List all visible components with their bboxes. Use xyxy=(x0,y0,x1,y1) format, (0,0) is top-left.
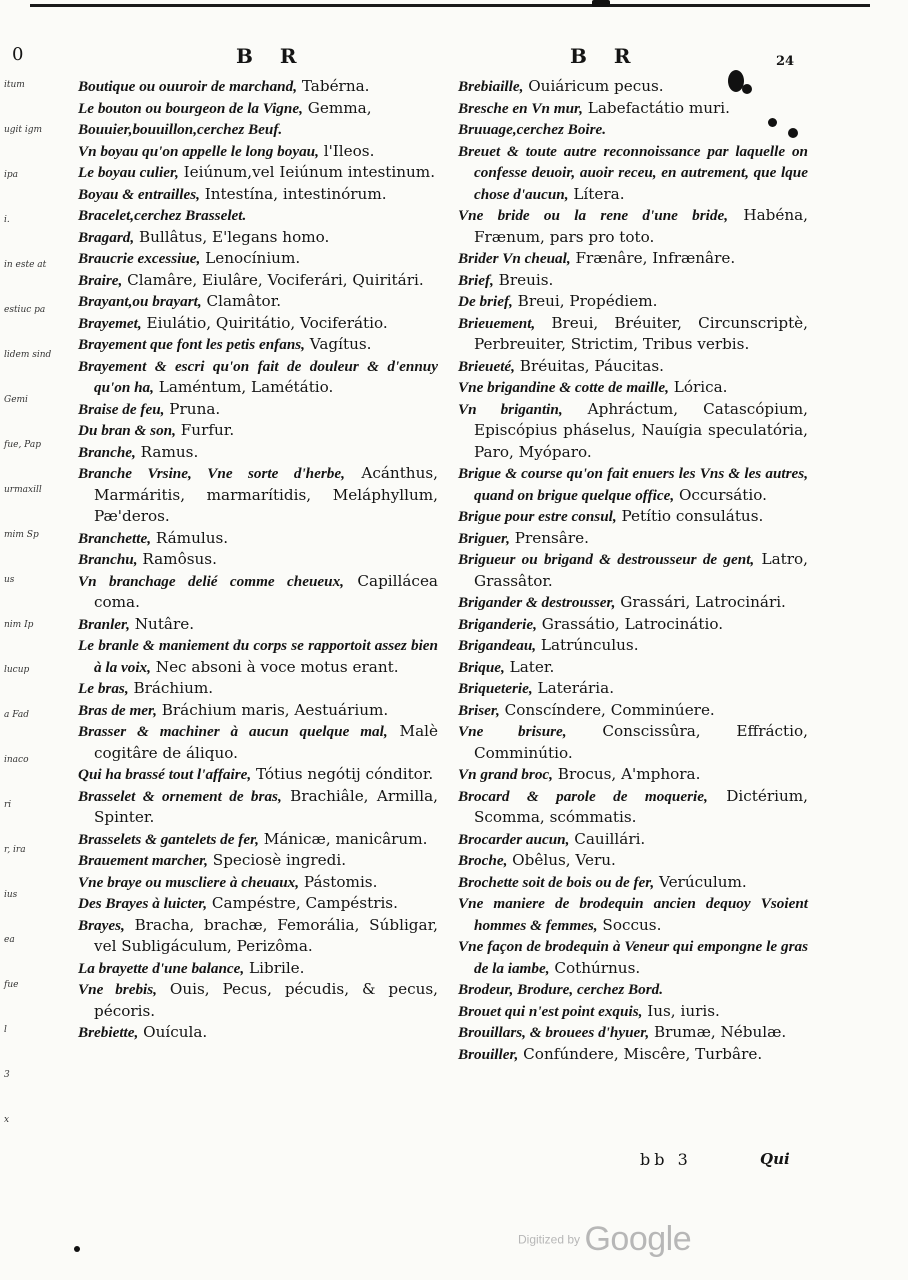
entry-headword: Boutique ou ouuroir de marchand, xyxy=(78,78,298,95)
entry-headword: Vne bride ou la rene d'une bride, xyxy=(458,207,729,224)
entry-headword: Brigue & course qu'on fait enuers les Vns & les autres, quand on brigue quelque office, xyxy=(458,465,808,504)
entry-latin: Bráchium. xyxy=(128,679,214,697)
top-rule xyxy=(30,4,870,7)
dictionary-entry xyxy=(78,549,438,571)
entry-latin: Rámulus. xyxy=(151,528,229,547)
entry-headword: Du bran & son, xyxy=(78,422,176,439)
entry-headword: Brief, xyxy=(458,271,494,289)
entry-headword: Braucrie excessiue, xyxy=(78,250,201,267)
entry-headword: Vne brebis, xyxy=(78,981,157,998)
margin-fragment: mim Sp xyxy=(4,530,39,540)
entry-latin: Speciosè ingredi. xyxy=(207,851,347,869)
entry-latin: Verúculum. xyxy=(654,872,747,891)
dictionary-entry xyxy=(78,356,438,399)
entry-latin: Pruna. xyxy=(164,399,221,418)
dictionary-entry xyxy=(458,549,808,592)
margin-fragment: us xyxy=(4,575,15,585)
margin-fragment: ea xyxy=(4,935,15,945)
digitized-watermark xyxy=(518,1220,691,1259)
entry-latin: Nutâre. xyxy=(129,614,195,633)
dictionary-entry xyxy=(458,399,808,464)
entry-latin: Bráchium maris, Aestuárium. xyxy=(156,700,389,719)
entry-latin: Ramôsus. xyxy=(137,550,217,568)
entry-headword: Bragard, xyxy=(78,228,135,246)
entry-latin: Confúndere, Miscêre, Turbâre. xyxy=(518,1044,763,1063)
entry-headword: Bracelet,cerchez Brasselet. xyxy=(78,207,247,224)
margin-fragment: ugit igm xyxy=(4,125,43,135)
entry-headword: Brieueté, xyxy=(458,357,515,375)
dictionary-entry xyxy=(458,657,808,679)
entry-headword: Briqueterie, xyxy=(458,680,533,697)
entry-headword: Branchu, xyxy=(78,551,138,568)
dictionary-entry xyxy=(458,936,808,979)
dictionary-entry xyxy=(78,141,438,163)
margin-fragment: fue xyxy=(4,980,19,990)
dictionary-entry xyxy=(78,227,438,249)
entry-latin: Eiulátio, Quiritátio, Vociferátio. xyxy=(141,313,388,332)
dictionary-entry xyxy=(458,205,808,248)
entry-latin: Ouis, Pecus, pécudis, & pecus, pécoris. xyxy=(94,980,438,1020)
dictionary-entry xyxy=(78,248,438,270)
entry-headword: Brayement & escri qu'on fait de douleur & d'ennuy qu'on ha, xyxy=(78,357,438,396)
dictionary-entry xyxy=(78,313,438,335)
entry-headword: Brigander & destrousser, xyxy=(458,594,616,611)
margin-fragment: itum xyxy=(4,80,25,90)
dictionary-entry xyxy=(458,98,808,120)
dictionary-entry xyxy=(458,700,808,722)
entry-headword: Bresche en Vn mur, xyxy=(458,99,583,117)
dictionary-entry xyxy=(78,979,438,1022)
entry-latin: Latrúnculus. xyxy=(536,636,639,654)
entry-headword: Brieuement, xyxy=(458,314,536,332)
entry-headword: Briser, xyxy=(458,701,500,719)
entry-latin: Brocus, A'mphora. xyxy=(552,765,701,783)
margin-fragment: x xyxy=(4,1115,10,1125)
entry-headword: Bruuage,cerchez Boire. xyxy=(458,121,607,138)
entry-latin: Cothúrnus. xyxy=(549,958,641,977)
entry-latin: Breui, Bréuiter, Circunscriptè, Perbreuiter, Strictim, Tribus verbis. xyxy=(474,313,808,353)
ink-blot xyxy=(768,118,777,127)
entry-latin: Latro, Grassâtor. xyxy=(474,550,808,590)
entry-headword: Brebiaille, xyxy=(458,78,524,95)
entry-headword: Briguer, xyxy=(458,529,510,547)
entry-headword: Bras de mer, xyxy=(78,701,157,719)
entry-headword: Branchette, xyxy=(78,529,151,547)
entry-latin: Petítio consulátus. xyxy=(616,507,764,525)
dictionary-entry xyxy=(78,829,438,851)
entry-latin: Habéna, Frænum, pars pro toto. xyxy=(474,206,808,246)
dictionary-entry xyxy=(458,979,808,1001)
entry-latin: Gemma, xyxy=(302,98,372,117)
entry-latin: Bullâtus, E'legans homo. xyxy=(134,227,330,246)
dictionary-entry xyxy=(458,786,808,829)
entry-headword: Brasser & machiner à aucun quelque mal, xyxy=(78,723,388,740)
dictionary-entry xyxy=(458,313,808,356)
entry-headword: Brouet qui n'est point exquis, xyxy=(458,1002,643,1020)
entry-headword: Bouuier,bouuillon,cerchez Beuf. xyxy=(78,121,283,138)
entry-headword: De brief, xyxy=(458,293,513,310)
entry-headword: Le bras, xyxy=(78,680,129,697)
entry-latin: Vagítus. xyxy=(304,335,372,353)
dictionary-entry xyxy=(78,334,438,356)
dictionary-entry xyxy=(78,1022,438,1044)
entry-latin: Conscíndere, Comminúere. xyxy=(499,700,715,719)
dictionary-entry xyxy=(458,1044,808,1066)
entry-latin: Intestína, intestinórum. xyxy=(199,184,387,203)
dictionary-entry xyxy=(458,614,808,636)
entry-latin: Brumæ, Nébulæ. xyxy=(649,1023,787,1041)
entry-latin: Nec absoni à voce motus erant. xyxy=(150,657,399,676)
margin-fragment: 3 xyxy=(4,1070,10,1080)
dictionary-entry xyxy=(458,248,808,270)
dictionary-entry xyxy=(458,1001,808,1023)
margin-fragment: a Fad xyxy=(4,710,29,720)
digitized-prefix: Digitized by xyxy=(518,1232,581,1247)
dictionary-entry xyxy=(78,162,438,184)
entry-latin: Laterária. xyxy=(532,679,615,697)
catchword: Qui xyxy=(760,1150,790,1168)
dictionary-entry xyxy=(458,764,808,786)
entry-latin: Grassátio, Latrocinátio. xyxy=(536,614,724,633)
entry-latin: Clamâtor. xyxy=(201,292,282,310)
dictionary-entry xyxy=(458,850,808,872)
entry-headword: Breuet & toute autre reconnoissance par laquelle on confesse deuoir, auoir receu, en autrement, que lque chose d'aucun, xyxy=(458,142,808,203)
entry-latin: Aphráctum, Catascópium, Episcópius pháselus, Nauígia speculatória, Paro, Myóparo. xyxy=(474,399,808,461)
entry-headword: Vn brigantin, xyxy=(458,400,563,418)
dictionary-entry xyxy=(78,399,438,421)
entry-headword: Brayement que font les petis enfans, xyxy=(78,336,305,353)
entry-headword: Briganderie, xyxy=(458,615,537,633)
left-running-head: B R xyxy=(236,44,307,68)
entry-latin: Frænâre, Infrænâre. xyxy=(570,249,736,267)
entry-headword: Vne maniere de brodequin ancien dequoy Vsoient hommes & femmes, xyxy=(458,895,808,934)
entry-latin: Ius, iuris. xyxy=(642,1001,720,1020)
entry-latin: Ouiáricum pecus. xyxy=(523,77,664,95)
entry-headword: Brigandeau, xyxy=(458,637,537,654)
entry-headword: Brigueur ou brigand & destrousseur de gent, xyxy=(458,551,755,568)
dictionary-entry xyxy=(458,356,808,378)
dictionary-entry xyxy=(458,119,808,141)
dictionary-entry xyxy=(78,678,438,700)
entry-latin: Ouícula. xyxy=(138,1023,208,1041)
ink-dot xyxy=(74,1246,80,1252)
entry-headword: Vn branchage delié comme cheueux, xyxy=(78,572,344,590)
entry-headword: Le branle & maniement du corps se rapportoit assez bien à la voix, xyxy=(78,637,438,676)
dictionary-entry xyxy=(78,786,438,829)
entry-headword: Boyau & entrailles, xyxy=(78,185,200,203)
dictionary-entry xyxy=(78,700,438,722)
dictionary-entry xyxy=(78,872,438,894)
dictionary-entry xyxy=(78,915,438,958)
dictionary-entry xyxy=(458,270,808,292)
margin-fragment: l xyxy=(4,1025,7,1035)
dictionary-entry xyxy=(78,76,438,98)
entry-latin: Ieiúnum,vel Ieiúnum intestinum. xyxy=(178,163,436,181)
dictionary-entry xyxy=(78,958,438,980)
entry-latin: Laméntum, Lamétátio. xyxy=(153,378,334,396)
entry-latin: Labefactátio muri. xyxy=(582,98,730,117)
dictionary-entry xyxy=(458,678,808,700)
entry-headword: Brocard & parole de moquerie, xyxy=(458,787,708,805)
entry-latin: l'Ileos. xyxy=(318,141,375,160)
entry-latin: Lenocínium. xyxy=(200,249,301,267)
dictionary-entry xyxy=(78,635,438,678)
entry-latin: Furfur. xyxy=(175,421,235,439)
entry-latin: Acánthus, Marmáritis, marmarítidis, Meláphyllum, Pæ'deros. xyxy=(94,464,438,525)
entry-headword: Vn boyau qu'on appelle le long boyau, xyxy=(78,142,319,160)
margin-fragment: estiuc pa xyxy=(4,305,46,315)
entry-headword: Vne brigandine & cotte de maille, xyxy=(458,379,669,396)
entry-latin: Prensâre. xyxy=(509,528,589,547)
dictionary-entry xyxy=(458,872,808,894)
entry-latin: Capilláceа coma. xyxy=(94,571,438,611)
dictionary-entry xyxy=(78,270,438,292)
left-page-number: 0 xyxy=(12,44,24,65)
dictionary-entry xyxy=(458,1022,808,1044)
entry-latin: Cauillári. xyxy=(569,829,646,848)
entry-headword: Branche, xyxy=(78,443,136,461)
dictionary-entry xyxy=(78,119,438,141)
entry-headword: Le bouton ou bourgeon de la Vigne, xyxy=(78,99,303,117)
entry-headword: Brasselet & ornement de bras, xyxy=(78,787,282,805)
margin-fragment: fue, Pap xyxy=(4,440,41,450)
dictionary-entry xyxy=(78,764,438,786)
entry-headword: Broche, xyxy=(458,852,508,869)
dictionary-entry xyxy=(78,721,438,764)
dictionary-entry xyxy=(78,528,438,550)
entry-headword: Le boyau culier, xyxy=(78,164,179,181)
entry-headword: Branche Vrsine, Vne sorte d'herbe, xyxy=(78,465,345,482)
margin-fragment: lidem sind xyxy=(4,350,52,360)
dictionary-entry xyxy=(458,721,808,764)
entry-latin: Malè cogitâre de áliquo. xyxy=(94,722,438,762)
margin-fragment: i. xyxy=(4,215,10,225)
left-column xyxy=(78,76,438,1044)
entry-headword: Braire, xyxy=(78,271,123,289)
entry-headword: Des Brayes à luicter, xyxy=(78,895,208,912)
dictionary-entry xyxy=(78,291,438,313)
dictionary-entry xyxy=(458,141,808,206)
entry-latin: Librile. xyxy=(244,958,305,977)
dictionary-entry xyxy=(78,98,438,120)
entry-latin: Grassári, Latrocinári. xyxy=(615,593,786,611)
entry-latin: Conscissûra, Effráctio, Comminútio. xyxy=(474,722,808,762)
entry-headword: Brique, xyxy=(458,658,505,676)
entry-headword: La brayette d'une balance, xyxy=(78,959,245,977)
entry-headword: Brochette soit de bois ou de fer, xyxy=(458,873,655,891)
dictionary-entry xyxy=(78,205,438,227)
entry-latin: Lítera. xyxy=(568,184,625,203)
entry-latin: Breuis. xyxy=(493,270,554,289)
dictionary-entry xyxy=(78,442,438,464)
entry-headword: Braise de feu, xyxy=(78,400,165,418)
entry-latin: Campéstre, Campéstris. xyxy=(207,894,398,912)
margin-fragment: r, ira xyxy=(4,845,26,855)
entry-latin: Tótius negótij cónditor. xyxy=(251,765,434,783)
entry-headword: Qui ha brassé tout l'affaire, xyxy=(78,766,252,783)
entry-headword: Vne façon de brodequin à Veneur qui empongne le gras de la iambe, xyxy=(458,938,808,977)
right-page-number: 24 xyxy=(776,54,795,69)
entry-latin: Pástomis. xyxy=(299,872,378,891)
entry-latin: Tabérna. xyxy=(297,77,370,95)
margin-fragment: ius xyxy=(4,890,18,900)
entry-latin: Bréuitas, Páucitas. xyxy=(514,356,664,375)
margin-fragment: nim Ip xyxy=(4,620,34,630)
dictionary-entry xyxy=(78,571,438,614)
entry-headword: Vne brisure, xyxy=(458,723,567,740)
entry-headword: Branler, xyxy=(78,615,130,633)
dictionary-entry xyxy=(78,184,438,206)
margin-fragment: in este at xyxy=(4,260,47,270)
entry-headword: Brigue pour estre consul, xyxy=(458,508,617,525)
entry-latin: Lórica. xyxy=(668,378,728,396)
dictionary-entry xyxy=(458,829,808,851)
dictionary-entry xyxy=(458,463,808,506)
dictionary-entry xyxy=(78,850,438,872)
left-margin-bleedthrough xyxy=(0,80,60,1200)
dictionary-entry xyxy=(458,893,808,936)
entry-latin: Dictérium, Scomma, scómmatis. xyxy=(474,786,808,826)
margin-fragment: lucup xyxy=(4,665,30,675)
dictionary-entry xyxy=(458,291,808,313)
entry-latin: Clamâre, Eiulâre, Vociferári, Quiritári. xyxy=(122,270,424,289)
entry-headword: Brouillars, & brouees d'hyuer, xyxy=(458,1024,650,1041)
dictionary-entry xyxy=(78,463,438,528)
margin-fragment: urmaxill xyxy=(4,485,42,495)
entry-headword: Brayes, xyxy=(78,916,125,934)
entry-headword: Brasselets & gantelets de fer, xyxy=(78,830,259,848)
dictionary-entry xyxy=(458,635,808,657)
entry-headword: Vn grand broc, xyxy=(458,766,553,783)
entry-latin: Later. xyxy=(504,657,555,676)
dictionary-entry xyxy=(78,420,438,442)
dictionary-entry xyxy=(458,506,808,528)
ink-blot xyxy=(788,128,798,138)
ink-blot xyxy=(742,84,752,94)
dictionary-entry xyxy=(458,377,808,399)
entry-headword: Brider Vn cheual, xyxy=(458,250,571,267)
top-ink-mark xyxy=(592,0,610,7)
entry-latin: Obêlus, Veru. xyxy=(507,851,616,869)
entry-latin: Breui, Propédiem. xyxy=(512,292,658,310)
entry-headword: Vne braye ou muscliere à cheuaux, xyxy=(78,873,300,891)
entry-latin: Mánicæ, manicârum. xyxy=(258,829,428,848)
dictionary-entry xyxy=(78,893,438,915)
entry-headword: Brebiette, xyxy=(78,1024,139,1041)
margin-fragment: ipa xyxy=(4,170,19,180)
entry-headword: Brocarder aucun, xyxy=(458,830,570,848)
dictionary-entry xyxy=(458,528,808,550)
signature-mark: bb 3 xyxy=(640,1150,692,1169)
entry-latin: Bracha, brachæ, Femorália, Súbligar, vel Subligáculum, Perizôma. xyxy=(94,915,438,955)
entry-headword: Brayant,ou brayart, xyxy=(78,293,202,310)
entry-latin: Soccus. xyxy=(597,915,662,934)
margin-fragment: inaco xyxy=(4,755,29,765)
entry-headword: Brouiller, xyxy=(458,1045,519,1063)
entry-headword: Brauement marcher, xyxy=(78,852,208,869)
entry-headword: Brodeur, Brodure, cerchez Bord. xyxy=(458,981,664,998)
google-logo-text: Google xyxy=(584,1220,692,1258)
right-column xyxy=(458,76,808,1065)
dictionary-entry xyxy=(458,592,808,614)
dictionary-entry xyxy=(78,614,438,636)
margin-fragment: Gemi xyxy=(4,395,28,405)
right-running-head: B R xyxy=(570,44,641,68)
entry-latin: Brachiâle, Armilla, Spinter. xyxy=(94,786,438,826)
margin-fragment: ri xyxy=(4,800,12,810)
dictionary-entry xyxy=(458,76,808,98)
entry-latin: Occursátio. xyxy=(674,485,767,504)
entry-latin: Ramus. xyxy=(135,442,199,461)
entry-headword: Brayemet, xyxy=(78,314,142,332)
